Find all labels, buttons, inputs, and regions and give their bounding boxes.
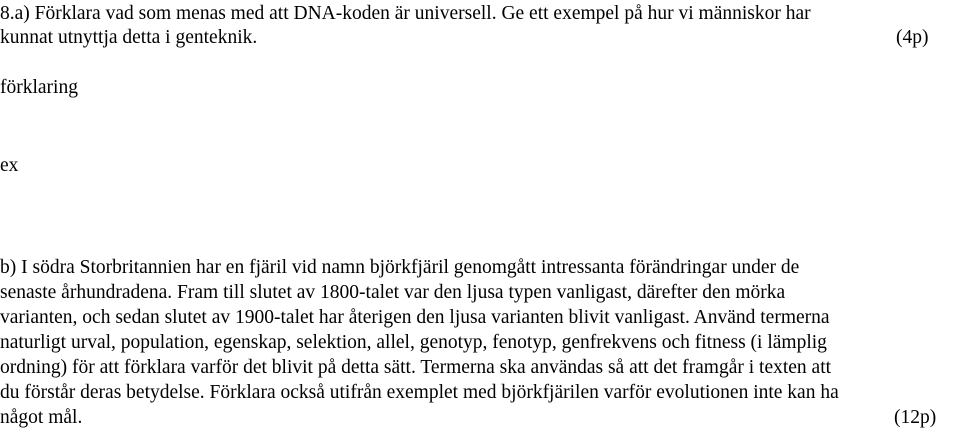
answer-label-explanation: förklaring (0, 77, 78, 98)
question-b-line-6: du förstår deras betydelse. Förklara också utifrån exemplet med björkfjärilen varför evolutionen inte kan ha (0, 382, 839, 403)
question-b-points: (12p) (894, 407, 937, 428)
question-b-line-1: b) I södra Storbritannien har en fjäril vid namn björkfjäril genomgått intressanta förändringar under de (0, 257, 800, 278)
question-b-line-5: ordning) för att förklara varför det blivit på detta sätt. Termerna ska användas så att det framgår i texten att (0, 357, 832, 378)
question-b-line-2: senaste århundradena. Fram till slutet av 1800-talet var den ljusa typen vanligast, därefter den mörka (0, 282, 786, 303)
question-b-line-7: något mål. (0, 407, 83, 428)
answer-label-example: ex (0, 155, 19, 176)
question-b-line-3: varianten, och sedan slutet av 1900-talet har återigen den ljusa varianten blivit vanligast. Använd termerna (0, 307, 830, 328)
question-b-line-4: naturligt urval, population, egenskap, selektion, allel, genotyp, fenotyp, genfrekvens och fitness (i lämplig (0, 332, 827, 353)
question-a-line-2: kunnat utnyttja detta i genteknik. (0, 27, 258, 48)
question-a-points: (4p) (896, 27, 929, 48)
question-a-line-1: 8.a) Förklara vad som menas med att DNA-koden är universell. Ge ett exempel på hur vi människor har (0, 3, 811, 24)
